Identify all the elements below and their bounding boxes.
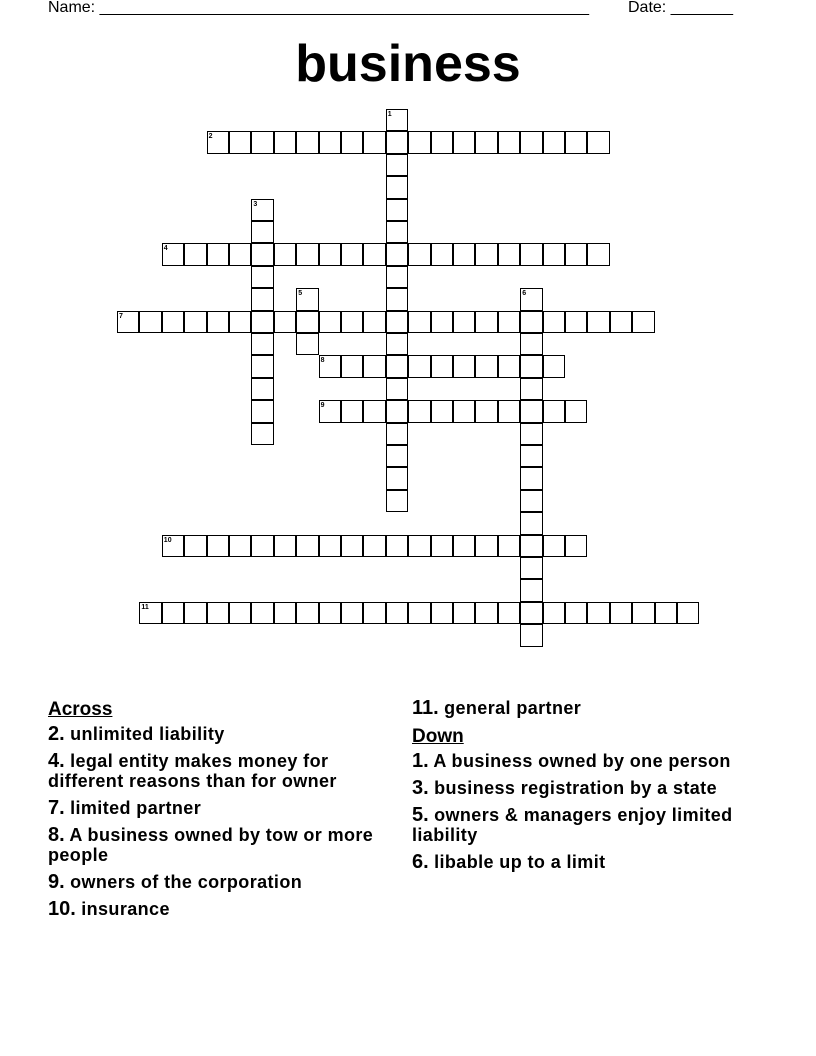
grid-cell[interactable] bbox=[386, 445, 408, 467]
grid-cell[interactable] bbox=[229, 602, 251, 624]
grid-cell[interactable] bbox=[274, 243, 296, 265]
clue-item bbox=[48, 751, 388, 791]
clues-left-column bbox=[48, 698, 388, 926]
grid-cell[interactable] bbox=[251, 333, 273, 355]
grid-cell[interactable] bbox=[632, 311, 654, 333]
grid-cell[interactable] bbox=[453, 311, 475, 333]
across-heading: Across bbox=[48, 699, 113, 720]
grid-cell[interactable] bbox=[431, 535, 453, 557]
grid-cell[interactable] bbox=[296, 535, 318, 557]
grid-cell[interactable] bbox=[543, 400, 565, 422]
grid-cell[interactable] bbox=[341, 535, 363, 557]
clue-text: general partner bbox=[444, 698, 582, 718]
grid-cell[interactable] bbox=[296, 131, 318, 153]
grid-cell[interactable] bbox=[587, 131, 609, 153]
grid-cell[interactable] bbox=[408, 311, 430, 333]
clue-number-label: 10 bbox=[163, 536, 172, 544]
grid-cell[interactable] bbox=[520, 355, 542, 377]
grid-cell[interactable] bbox=[431, 355, 453, 377]
grid-cell[interactable] bbox=[543, 355, 565, 377]
grid-cell[interactable] bbox=[408, 602, 430, 624]
grid-cell[interactable] bbox=[229, 535, 251, 557]
clue-number: 7. bbox=[48, 797, 65, 819]
grid-cell[interactable] bbox=[319, 311, 341, 333]
grid-cell[interactable] bbox=[475, 131, 497, 153]
clue-number: 6. bbox=[412, 851, 429, 873]
grid-cell[interactable] bbox=[431, 400, 453, 422]
grid-cell[interactable] bbox=[520, 333, 542, 355]
grid-cell[interactable] bbox=[408, 131, 430, 153]
grid-cell[interactable] bbox=[162, 311, 184, 333]
clue-number-label: 1 bbox=[387, 111, 392, 118]
name-label: Name: bbox=[48, 0, 96, 16]
grid-cell[interactable] bbox=[274, 535, 296, 557]
grid-cell[interactable] bbox=[207, 243, 229, 265]
clue-item bbox=[48, 825, 388, 865]
clue-number-label: 2 bbox=[208, 133, 213, 141]
grid-cell[interactable] bbox=[162, 602, 184, 624]
grid-cell[interactable] bbox=[520, 400, 542, 422]
across-clue-list bbox=[48, 724, 388, 919]
grid-cell[interactable] bbox=[319, 535, 341, 557]
clue-number-label: 7 bbox=[119, 312, 123, 320]
clue-item bbox=[412, 751, 752, 771]
across-clue-list-continued bbox=[412, 698, 752, 718]
grid-cell[interactable] bbox=[162, 243, 184, 265]
grid-cell[interactable] bbox=[184, 311, 206, 333]
clue-number-label: 8 bbox=[320, 357, 325, 365]
grid-cell[interactable] bbox=[386, 288, 408, 310]
clue-text: insurance bbox=[81, 899, 170, 919]
clue-number-label: 5 bbox=[298, 290, 303, 298]
grid-cell[interactable] bbox=[386, 311, 408, 333]
grid-cell[interactable] bbox=[677, 602, 699, 624]
clue-item bbox=[48, 798, 388, 818]
clue-number: 8. bbox=[48, 824, 65, 846]
grid-cell[interactable] bbox=[498, 602, 520, 624]
grid-cell[interactable] bbox=[139, 602, 161, 624]
grid-cell[interactable] bbox=[431, 243, 453, 265]
grid-cell[interactable] bbox=[207, 311, 229, 333]
grid-cell[interactable] bbox=[498, 311, 520, 333]
grid-cell[interactable] bbox=[363, 355, 385, 377]
grid-cell[interactable] bbox=[229, 243, 251, 265]
grid-cell[interactable] bbox=[386, 535, 408, 557]
clue-number: 11. bbox=[412, 697, 439, 719]
grid-cell[interactable] bbox=[341, 243, 363, 265]
grid-cell[interactable] bbox=[386, 221, 408, 243]
grid-cell[interactable] bbox=[251, 243, 273, 265]
grid-cell[interactable] bbox=[498, 535, 520, 557]
grid-cell[interactable] bbox=[251, 535, 273, 557]
grid-cell[interactable] bbox=[386, 176, 408, 198]
grid-cell[interactable] bbox=[274, 602, 296, 624]
grid-cell[interactable] bbox=[184, 602, 206, 624]
clue-number: 2. bbox=[48, 723, 65, 745]
grid-cell[interactable] bbox=[453, 131, 475, 153]
down-clue-list bbox=[412, 751, 752, 872]
clue-item bbox=[412, 805, 752, 845]
grid-cell[interactable] bbox=[251, 400, 273, 422]
grid-cell[interactable] bbox=[139, 311, 161, 333]
clue-number-label: 11 bbox=[141, 603, 149, 611]
name-line: _______________________________________________________ bbox=[99, 0, 589, 16]
grid-cell[interactable] bbox=[251, 355, 273, 377]
grid-cell[interactable] bbox=[319, 400, 341, 422]
grid-cell[interactable] bbox=[453, 243, 475, 265]
grid-cell[interactable] bbox=[207, 602, 229, 624]
clue-number-label: 9 bbox=[320, 402, 325, 410]
grid-cell[interactable] bbox=[386, 243, 408, 265]
grid-cell[interactable] bbox=[296, 243, 318, 265]
grid-cell[interactable] bbox=[565, 535, 587, 557]
grid-cell[interactable] bbox=[296, 311, 318, 333]
grid-cell[interactable] bbox=[184, 535, 206, 557]
date-line: _______ bbox=[670, 0, 733, 16]
clue-text: unlimited liability bbox=[70, 724, 225, 744]
grid-cell[interactable] bbox=[498, 131, 520, 153]
grid-cell[interactable] bbox=[319, 355, 341, 377]
grid-cell[interactable] bbox=[453, 535, 475, 557]
clue-item bbox=[48, 899, 388, 919]
grid-cell[interactable] bbox=[565, 602, 587, 624]
grid-cell[interactable] bbox=[363, 311, 385, 333]
grid-cell[interactable] bbox=[386, 154, 408, 176]
grid-cell[interactable] bbox=[341, 131, 363, 153]
grid-cell[interactable] bbox=[453, 355, 475, 377]
clue-text: legal entity makes money for different reasons than for owner bbox=[48, 751, 337, 791]
grid-cell[interactable] bbox=[475, 311, 497, 333]
grid-cell[interactable] bbox=[408, 400, 430, 422]
grid-cell[interactable] bbox=[520, 512, 542, 534]
grid-cell[interactable] bbox=[610, 602, 632, 624]
clue-number: 5. bbox=[412, 804, 429, 826]
grid-cell[interactable] bbox=[363, 131, 385, 153]
grid-cell[interactable] bbox=[475, 400, 497, 422]
grid-cell[interactable] bbox=[251, 131, 273, 153]
grid-cell[interactable] bbox=[363, 535, 385, 557]
clue-text: A business owned by one person bbox=[433, 751, 731, 771]
clue-number: 9. bbox=[48, 871, 65, 893]
grid-cell[interactable] bbox=[251, 311, 273, 333]
grid-cell[interactable] bbox=[363, 602, 385, 624]
date-label: Date: bbox=[628, 0, 667, 16]
grid-cell[interactable] bbox=[341, 355, 363, 377]
grid-cell[interactable] bbox=[475, 243, 497, 265]
clue-item bbox=[412, 852, 752, 872]
grid-cell[interactable] bbox=[520, 378, 542, 400]
grid-cell[interactable] bbox=[453, 602, 475, 624]
grid-cell[interactable] bbox=[520, 423, 542, 445]
grid-cell[interactable] bbox=[363, 400, 385, 422]
grid-cell[interactable] bbox=[184, 243, 206, 265]
grid-cell[interactable] bbox=[207, 535, 229, 557]
clue-text: owners of the corporation bbox=[70, 872, 303, 892]
clue-item bbox=[412, 698, 752, 718]
grid-cell[interactable] bbox=[319, 131, 341, 153]
grid-cell[interactable] bbox=[498, 355, 520, 377]
clue-number-label: 6 bbox=[522, 290, 527, 298]
grid-cell[interactable] bbox=[520, 311, 542, 333]
grid-cell[interactable] bbox=[565, 311, 587, 333]
grid-cell[interactable] bbox=[386, 378, 408, 400]
grid-cell[interactable] bbox=[274, 131, 296, 153]
grid-cell[interactable] bbox=[543, 131, 565, 153]
grid-cell[interactable] bbox=[251, 266, 273, 288]
grid-cell[interactable] bbox=[408, 355, 430, 377]
clue-item bbox=[48, 872, 388, 892]
grid-cell[interactable] bbox=[117, 311, 139, 333]
grid-cell[interactable] bbox=[162, 535, 184, 557]
grid-cell[interactable] bbox=[632, 602, 654, 624]
clues-right-column bbox=[412, 698, 752, 879]
clue-number: 4. bbox=[48, 750, 65, 772]
grid-cell[interactable] bbox=[386, 199, 408, 221]
grid-cell[interactable] bbox=[543, 311, 565, 333]
grid-cell[interactable] bbox=[251, 199, 273, 221]
grid-cell[interactable] bbox=[251, 378, 273, 400]
clue-text: limited partner bbox=[70, 798, 202, 818]
grid-cell[interactable] bbox=[386, 355, 408, 377]
clue-number: 1. bbox=[412, 750, 429, 772]
grid-cell[interactable] bbox=[520, 131, 542, 153]
grid-cell[interactable] bbox=[565, 400, 587, 422]
down-heading: Down bbox=[412, 726, 464, 747]
grid-cell[interactable] bbox=[498, 400, 520, 422]
grid-cell[interactable] bbox=[229, 311, 251, 333]
grid-cell[interactable] bbox=[543, 243, 565, 265]
grid-cell[interactable] bbox=[341, 400, 363, 422]
page-title: business bbox=[295, 35, 521, 93]
grid-cell[interactable] bbox=[520, 602, 542, 624]
grid-cell[interactable] bbox=[386, 266, 408, 288]
grid-cell[interactable] bbox=[386, 400, 408, 422]
grid-cell[interactable] bbox=[520, 467, 542, 489]
grid-cell[interactable] bbox=[520, 490, 542, 512]
clue-text: owners & managers enjoy limited liability bbox=[412, 805, 733, 845]
grid-cell[interactable] bbox=[498, 243, 520, 265]
grid-cell[interactable] bbox=[431, 311, 453, 333]
grid-cell[interactable] bbox=[610, 311, 632, 333]
grid-cell[interactable] bbox=[341, 311, 363, 333]
grid-cell[interactable] bbox=[296, 602, 318, 624]
grid-cell[interactable] bbox=[520, 288, 542, 310]
grid-cell[interactable] bbox=[408, 243, 430, 265]
clue-number: 10. bbox=[48, 898, 76, 920]
grid-cell[interactable] bbox=[543, 535, 565, 557]
grid-cell[interactable] bbox=[565, 131, 587, 153]
grid-cell[interactable] bbox=[296, 333, 318, 355]
clue-item bbox=[412, 778, 752, 798]
grid-cell[interactable] bbox=[431, 602, 453, 624]
grid-cell[interactable] bbox=[229, 131, 251, 153]
grid-cell[interactable] bbox=[386, 333, 408, 355]
grid-cell[interactable] bbox=[251, 221, 273, 243]
grid-cell[interactable] bbox=[587, 602, 609, 624]
grid-cell[interactable] bbox=[475, 355, 497, 377]
grid-cell[interactable] bbox=[520, 624, 542, 646]
grid-cell[interactable] bbox=[251, 602, 273, 624]
grid-cell[interactable] bbox=[520, 557, 542, 579]
grid-cell[interactable] bbox=[520, 535, 542, 557]
grid-cell[interactable] bbox=[520, 243, 542, 265]
grid-cell[interactable] bbox=[386, 490, 408, 512]
grid-cell[interactable] bbox=[408, 535, 430, 557]
grid-cell[interactable] bbox=[655, 602, 677, 624]
grid-cell[interactable] bbox=[587, 311, 609, 333]
grid-cell[interactable] bbox=[207, 131, 229, 153]
clue-text: A business owned by tow or more people bbox=[48, 825, 374, 865]
grid-cell[interactable] bbox=[475, 602, 497, 624]
clue-text: business registration by a state bbox=[434, 778, 717, 798]
grid-cell[interactable] bbox=[341, 602, 363, 624]
grid-cell[interactable] bbox=[565, 243, 587, 265]
clue-text: libable up to a limit bbox=[434, 852, 606, 872]
grid-cell[interactable] bbox=[543, 602, 565, 624]
clue-item bbox=[48, 724, 388, 744]
clue-number-label: 4 bbox=[163, 245, 168, 253]
grid-cell[interactable] bbox=[386, 423, 408, 445]
grid-cell[interactable] bbox=[386, 109, 408, 131]
clue-number-label: 3 bbox=[253, 200, 258, 208]
grid-cell[interactable] bbox=[453, 400, 475, 422]
grid-cell[interactable] bbox=[587, 243, 609, 265]
grid-cell[interactable] bbox=[274, 311, 296, 333]
grid-cell[interactable] bbox=[296, 288, 318, 310]
grid-cell[interactable] bbox=[363, 243, 385, 265]
grid-cell[interactable] bbox=[386, 131, 408, 153]
grid-cell[interactable] bbox=[251, 288, 273, 310]
grid-cell[interactable] bbox=[431, 131, 453, 153]
grid-cell[interactable] bbox=[386, 467, 408, 489]
grid-cell[interactable] bbox=[520, 579, 542, 601]
grid-cell[interactable] bbox=[251, 423, 273, 445]
grid-cell[interactable] bbox=[520, 445, 542, 467]
grid-cell[interactable] bbox=[475, 535, 497, 557]
grid-cell[interactable] bbox=[319, 602, 341, 624]
grid-cell[interactable] bbox=[319, 243, 341, 265]
grid-cell[interactable] bbox=[386, 602, 408, 624]
clue-number: 3. bbox=[412, 777, 429, 799]
